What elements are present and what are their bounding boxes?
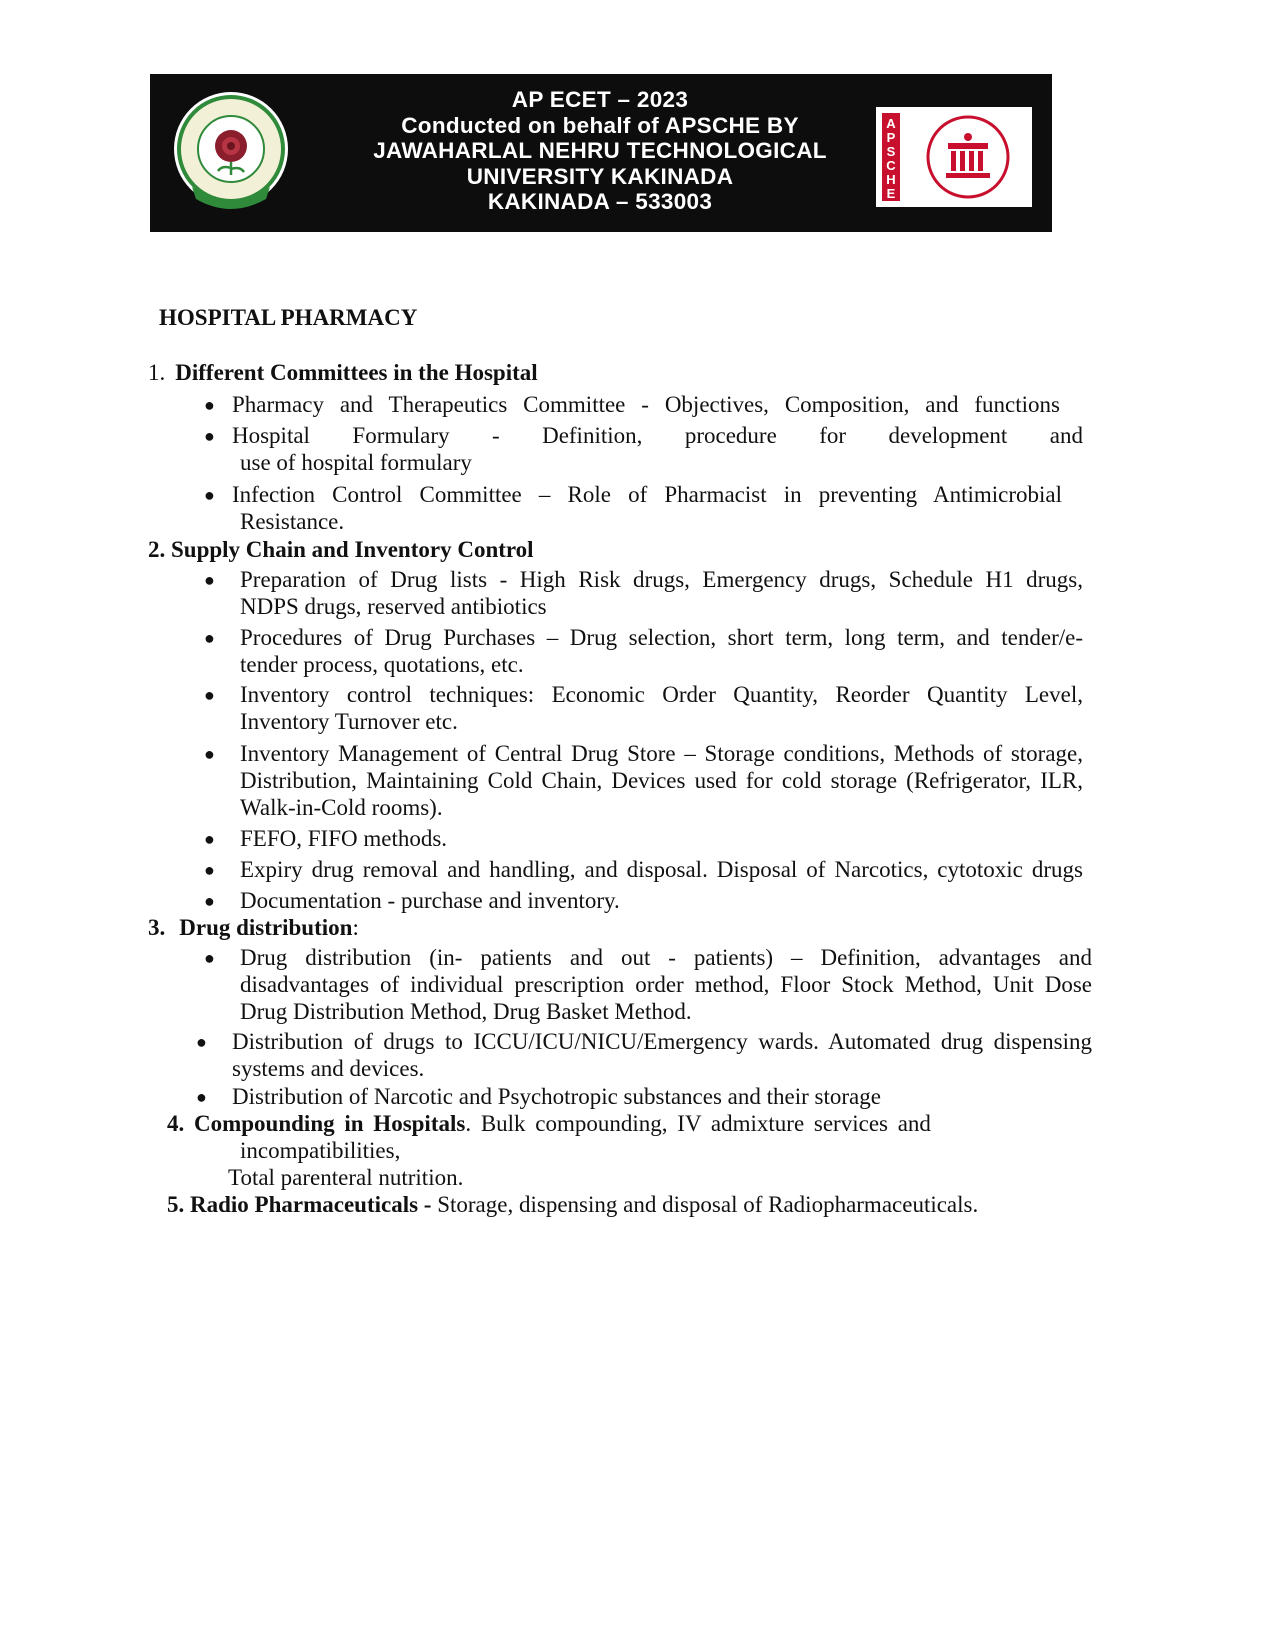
list-item-continuation: tender process, quotations, etc. (240, 652, 524, 677)
section-heading: Different Committees in the Hospital (175, 360, 538, 385)
list-item-continuation: disadvantages of individual prescription order method, Floor Stock Method, Unit Dose (240, 972, 1092, 997)
list-item: Hospital Formulary - Definition, procedure for development and (232, 423, 1083, 448)
list-item: Distribution of drugs to ICCU/ICU/NICU/Emergency wards. Automated drug dispensing (232, 1029, 1092, 1054)
section-number: 3. (148, 915, 166, 940)
section-heading: 4. Compounding in Hospitals (167, 1111, 466, 1136)
list-item-continuation: use of hospital formulary (240, 450, 472, 475)
section-1-heading (148, 359, 538, 387)
list-item: Documentation - purchase and inventory. (240, 888, 620, 913)
svg-text:A: A (886, 116, 896, 131)
list-item-continuation: NDPS drugs, reserved antibiotics (240, 594, 547, 619)
list-item: Drug distribution (in- patients and out - patients) – Definition, advantages and (240, 945, 1092, 970)
bullet-icon: ● (204, 395, 215, 415)
list-item: Infection Control Committee – Role of Pharmacist in preventing Antimicrobial (232, 482, 1062, 507)
bullet-icon: ● (204, 685, 215, 705)
section-heading: 5. Radio Pharmaceuticals - (167, 1192, 432, 1217)
list-item-continuation: Resistance. (240, 509, 345, 534)
section-text-continuation: incompatibilities, (240, 1138, 401, 1163)
section-text: Storage, dispensing and disposal of Radiopharmaceuticals. (431, 1192, 979, 1217)
list-item: Expiry drug removal and handling, and disposal. Disposal of Narcotics, cytotoxic drugs (240, 857, 1083, 882)
section-text-continuation: Total parenteral nutrition. (228, 1165, 464, 1190)
svg-text:E: E (886, 186, 896, 201)
bullet-icon: ● (204, 860, 215, 880)
bullet-icon: ● (204, 485, 215, 505)
list-item: Procedures of Drug Purchases – Drug selection, short term, long term, and tender/e- (240, 625, 1083, 650)
section-3-heading (148, 914, 359, 942)
svg-text:S: S (886, 144, 896, 159)
banner-line: KAKINADA – 533003 (487, 189, 713, 214)
section-number-separator: . (159, 360, 166, 385)
bullet-icon: ● (204, 948, 215, 968)
list-item: Inventory control techniques: Economic Order Quantity, Reorder Quantity Level, (240, 682, 1083, 707)
bullet-icon: ● (204, 891, 215, 911)
list-item: Inventory Management of Central Drug Store – Storage conditions, Methods of storage, (240, 741, 1083, 766)
section-number: 1 (148, 360, 160, 385)
bullet-icon: ● (204, 570, 215, 590)
page-title: HOSPITAL PHARMACY (159, 305, 418, 330)
banner-line: Conducted on behalf of APSCHE BY (401, 112, 799, 138)
section-text: . Bulk compounding, IV admixture services and (465, 1111, 931, 1136)
bullet-icon: ● (204, 744, 215, 764)
bullet-icon: ● (204, 628, 215, 648)
section-2-heading: 2. Supply Chain and Inventory Control (148, 537, 534, 562)
banner-line: JAWAHARLAL NEHRU TECHNOLOGICAL (373, 138, 827, 163)
bullet-icon: ● (204, 829, 215, 849)
section-heading: Drug distribution (179, 915, 353, 940)
list-item-continuation: systems and devices. (232, 1056, 425, 1081)
list-item-continuation: Distribution, Maintaining Cold Chain, Devices used for cold storage (Refrigerator, ILR, (240, 768, 1083, 793)
section-5-heading (167, 1191, 978, 1219)
section-4-heading (167, 1110, 931, 1138)
list-item-continuation: Walk-in-Cold rooms). (240, 795, 443, 820)
section-heading-colon: : (352, 915, 359, 940)
bullet-icon: ● (196, 1032, 207, 1052)
list-item: Preparation of Drug lists - High Risk drugs, Emergency drugs, Schedule H1 drugs, (240, 567, 1083, 592)
list-item: Pharmacy and Therapeutics Committee - Objectives, Composition, and functions (232, 392, 1060, 417)
svg-text:C: C (886, 158, 896, 173)
svg-text:H: H (886, 172, 896, 187)
banner-line: UNIVERSITY KAKINADA (466, 163, 734, 189)
bullet-icon: ● (196, 1087, 207, 1107)
list-item-continuation: Drug Distribution Method, Drug Basket Method. (240, 999, 692, 1024)
list-item-continuation: Inventory Turnover etc. (240, 709, 458, 734)
svg-text:P: P (886, 130, 896, 145)
list-item: Distribution of Narcotic and Psychotropic substances and their storage (232, 1084, 881, 1109)
banner-line: AP ECET – 2023 (511, 87, 689, 112)
list-item: FEFO, FIFO methods. (240, 826, 448, 851)
bullet-icon: ● (204, 426, 215, 446)
